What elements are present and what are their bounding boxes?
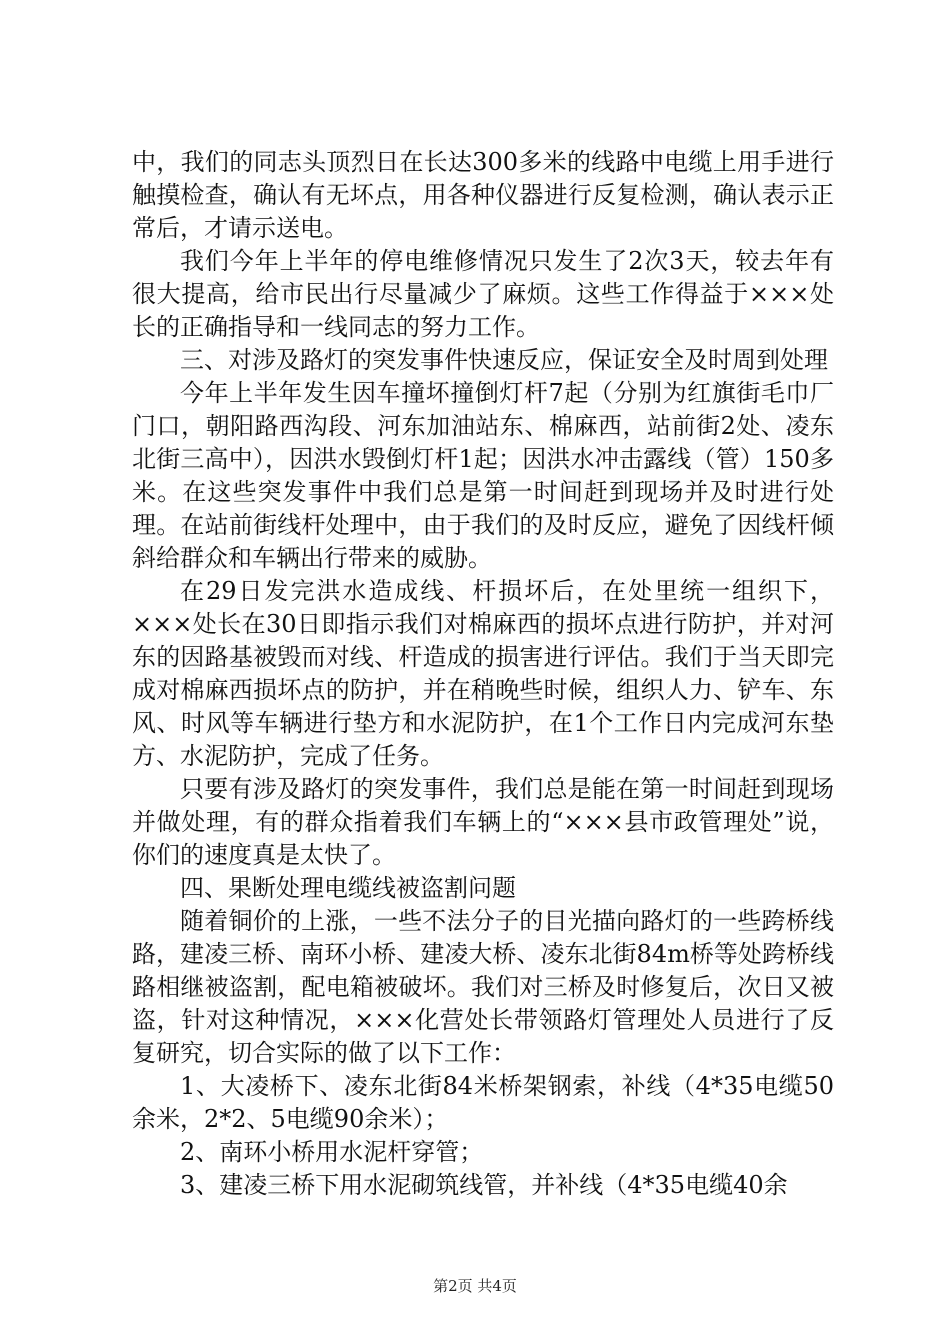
section-heading-3: 三、对涉及路灯的突发事件快速反应，保证安全及时周到处理 <box>180 346 828 374</box>
paragraph-continuation: 中，我们的同志头顶烈日在长达300多米的线路中电缆上用手进行触摸检查，确认有无坏点，用各种仪器进行反复检测，确认表示正常后，才请示送电。 <box>132 148 834 242</box>
list-item-1: 1、大凌桥下、凌东北街84米桥架钢索，补线（4*35电缆50余米，2*2、5电缆90余米）； <box>132 1072 834 1133</box>
paragraph-outage-summary: 我们今年上半年的停电维修情况只发生了2次3天，较去年有很大提高，给市民出行尽量减少了麻烦。这些工作得益于×××处长的正确指导和一线同志的努力工作。 <box>132 247 834 341</box>
document-body <box>132 146 834 1202</box>
page-number-footer: 第2页 共4页 <box>433 1277 517 1295</box>
list-item-3: 3、建凌三桥下用水泥砌筑线管，并补线（4*35电缆40余 <box>180 1171 788 1199</box>
paragraph-response-speed: 只要有涉及路灯的突发事件，我们总是能在第一时间赶到现场并做处理，有的群众指着我们车辆上的“×××县市政管理处”说，你们的速度真是太快了。 <box>132 775 834 869</box>
paragraph-cable-theft: 随着铜价的上涨，一些不法分子的目光描向路灯的一些跨桥线路，建凌三桥、南环小桥、建凌大桥、凌东北街84m桥等处跨桥线路相继被盗割，配电箱被破坏。我们对三桥及时修复后，次日又被盗，针对这种情况，×××化营处长带领路灯管理处人员进行了反复研究，切合实际的做了以下工作： <box>132 907 834 1067</box>
paragraph-flood-response: 在29日发完洪水造成线、杆损坏后，在处里统一组织下，×××处长在30日即指示我们对棉麻西的损坏点进行防护，并对河东的因路基被毁而对线、杆造成的损害进行评估。我们于当天即完成对棉麻西损坏点的防护，并在稍晚些时候，组织人力、铲车、东风、时风等车辆进行垫方和水泥防护，在1个工作日内完成河东垫方、水泥防护，完成了任务。 <box>132 577 834 770</box>
section-heading-4: 四、果断处理电缆线被盗割问题 <box>180 874 516 902</box>
paragraph-incidents: 今年上半年发生因车撞坏撞倒灯杆7起（分别为红旗街毛巾厂门口，朝阳路西沟段、河东加油站东、棉麻西，站前街2处、凌东北街三高中），因洪水毁倒灯杆1起；因洪水冲击露线（管）150多米。在这些突发事件中我们总是第一时间赶到现场并及时进行处理。在站前街线杆处理中，由于我们的及时反应，避免了因线杆倾斜给群众和车辆出行带来的威胁。 <box>132 379 834 572</box>
list-item-2: 2、南环小桥用水泥杆穿管； <box>180 1138 484 1166</box>
